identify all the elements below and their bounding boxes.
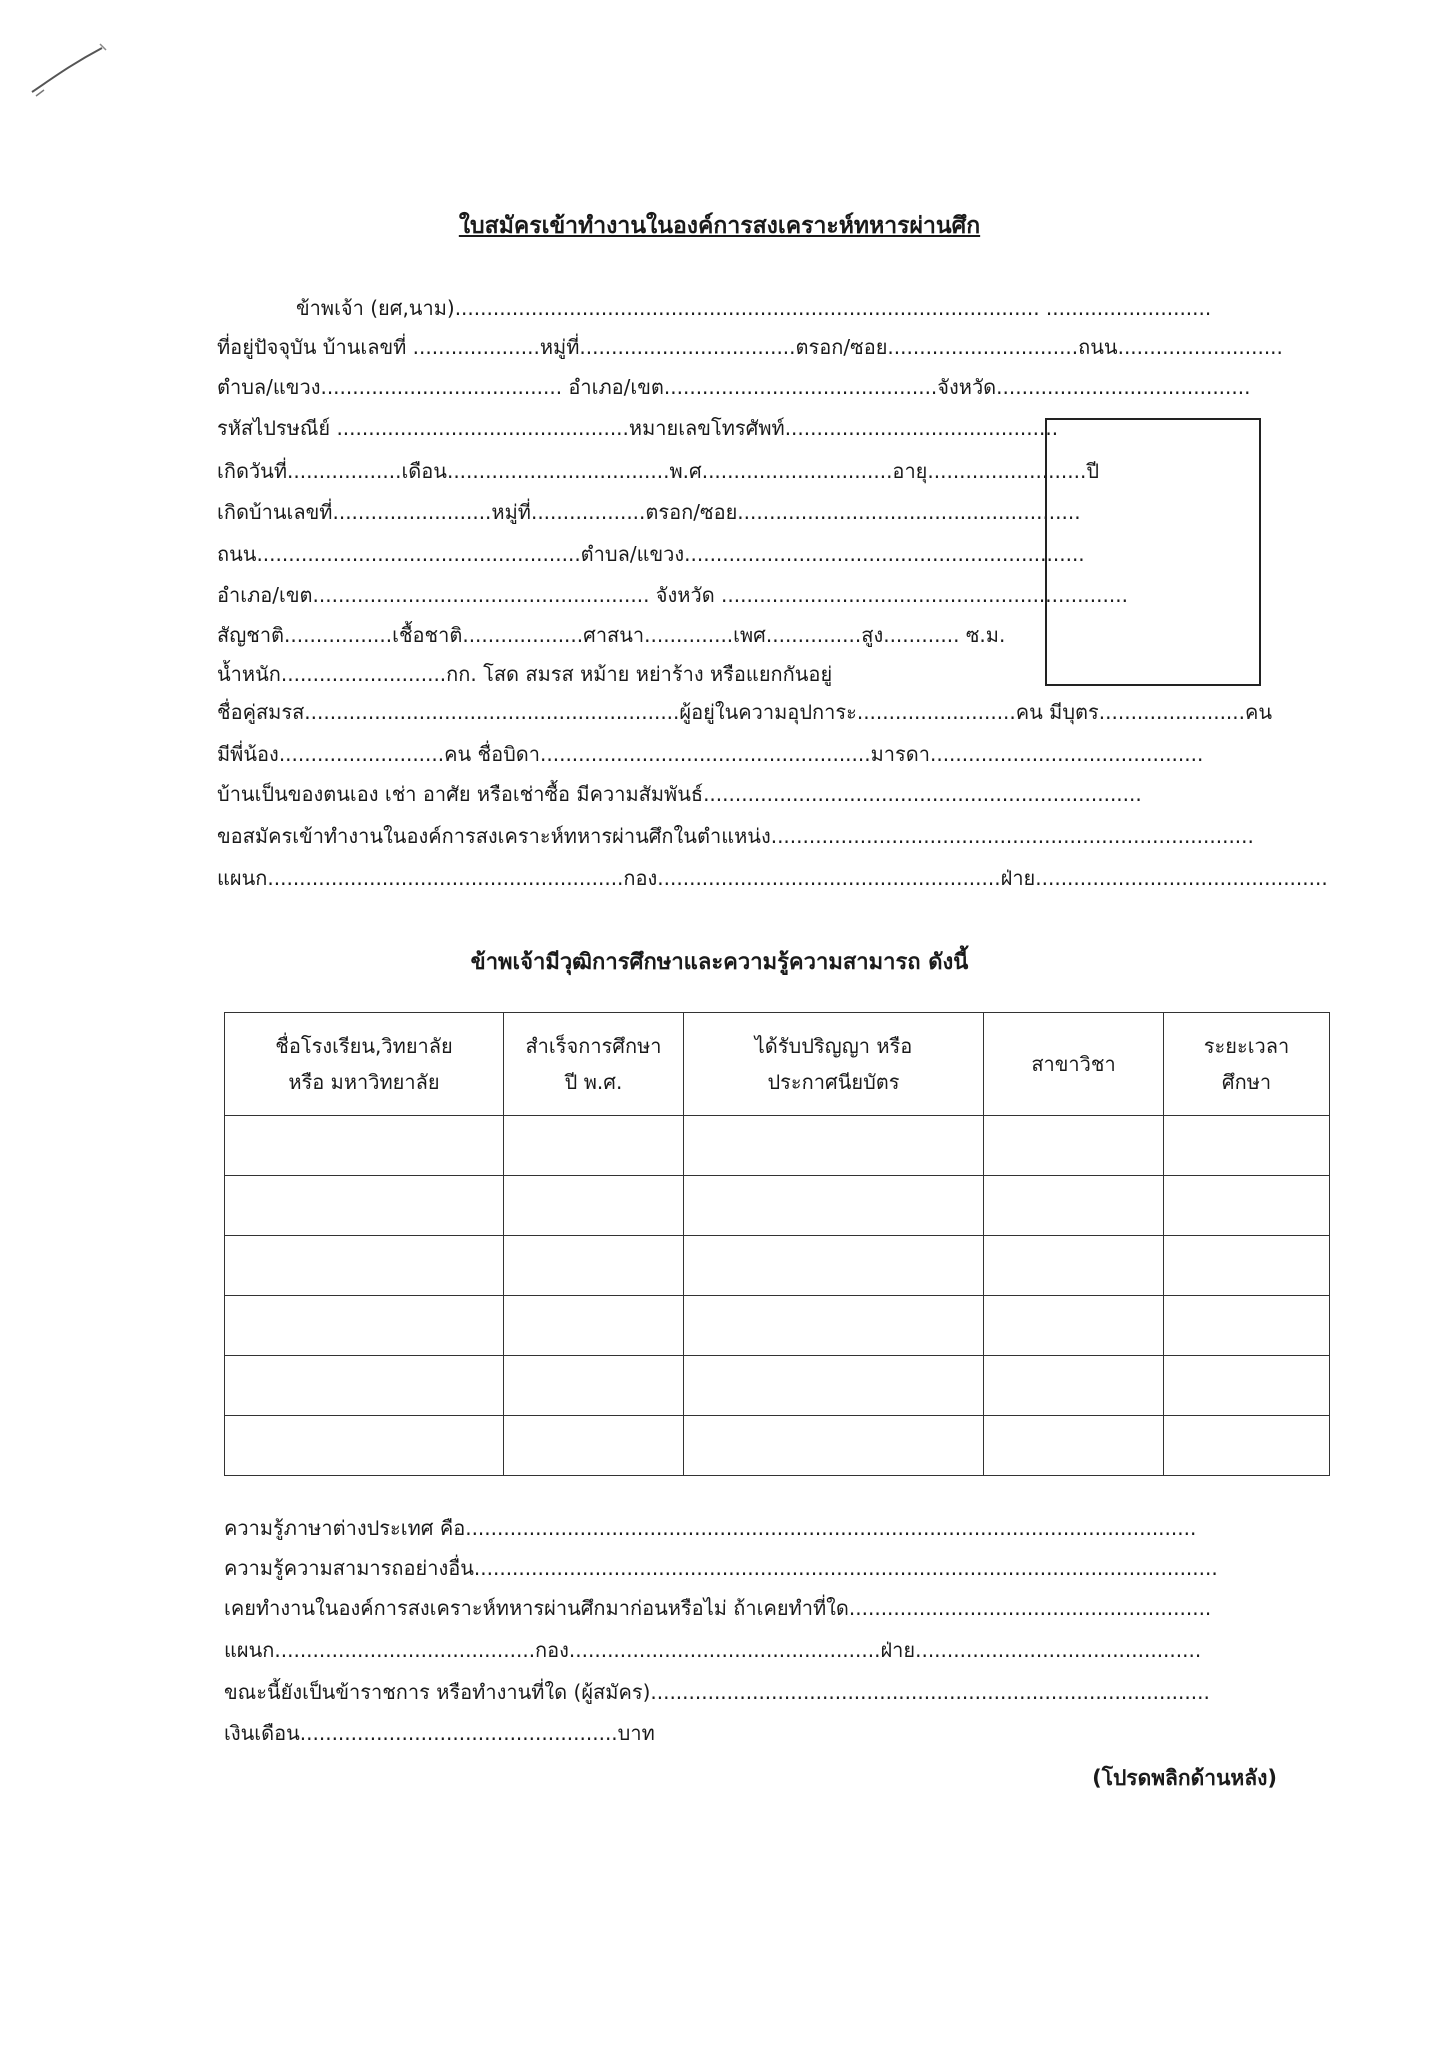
table-cell[interactable] <box>225 1236 504 1296</box>
table-cell[interactable] <box>1164 1356 1330 1416</box>
table-cell[interactable] <box>984 1116 1164 1176</box>
table-cell[interactable] <box>225 1356 504 1416</box>
form-line-address: ที่อยู่ปัจจุบัน บ้านเลขที่ ....................หมู่ที่..................................ตรอก/ซอย..............................ถนน.......................... <box>217 335 1283 359</box>
form-line-salary: เงินเดือน..................................................บาท <box>224 1721 655 1745</box>
table-row <box>225 1176 1330 1236</box>
table-row <box>225 1236 1330 1296</box>
form-line-name: ข้าพเจ้า (ยศ,นาม)............................................................................................ .......................... <box>296 296 1212 320</box>
form-line-current-employment: ขณะนี้ยังเป็นข้าราชการ หรือทำงานที่ใด (ผู้สมัคร)........................................................................................ <box>224 1680 1210 1704</box>
table-cell[interactable] <box>504 1236 684 1296</box>
turn-over-note: (โปรดพลิกด้านหลัง) <box>1092 1766 1277 1790</box>
table-cell[interactable] <box>225 1116 504 1176</box>
header-school: ชื่อโรงเรียน,วิทยาลัย หรือ มหาวิทยาลัย <box>225 1013 504 1116</box>
table-cell[interactable] <box>504 1356 684 1416</box>
table-cell[interactable] <box>504 1176 684 1236</box>
table-row <box>225 1116 1330 1176</box>
table-cell[interactable] <box>225 1296 504 1356</box>
form-line-district: ตำบล/แขวง...................................... อำเภอ/เขต...........................................จังหวัด........................................ <box>217 375 1251 399</box>
table-cell[interactable] <box>684 1356 984 1416</box>
table-cell[interactable] <box>684 1296 984 1356</box>
form-line-weight-status: น้ำหนัก..........................กก. โสด สมรส หม้าย หย่าร้าง หรือแยกกันอยู่ <box>217 662 833 686</box>
table-cell[interactable] <box>984 1296 1164 1356</box>
photo-box <box>1045 418 1261 686</box>
header-graduation-year: สำเร็จการศึกษา ปี พ.ศ. <box>504 1013 684 1116</box>
form-line-other-skills: ความรู้ความสามารถอย่างอื่น..................................................................................................................... <box>224 1556 1218 1580</box>
table-cell[interactable] <box>504 1296 684 1356</box>
table-cell[interactable] <box>225 1176 504 1236</box>
form-line-birth-house: เกิดบ้านเลขที่.........................หมู่ที่..................ตรอก/ซอย...................................................... <box>217 500 1081 524</box>
form-line-birthdate: เกิดวันที่..................เดือน...................................พ.ศ..............................อายุ.........................ปี <box>217 459 1100 483</box>
table-cell[interactable] <box>1164 1176 1330 1236</box>
table-cell[interactable] <box>1164 1416 1330 1476</box>
table-cell[interactable] <box>984 1416 1164 1476</box>
table-cell[interactable] <box>225 1416 504 1476</box>
table-header-row <box>225 1013 1330 1116</box>
form-line-position: ขอสมัครเข้าทำงานในองค์การสงเคราะห์ทหารผ่านศึกในตำแหน่ง............................................................................ <box>217 824 1254 848</box>
header-degree: ได้รับปริญญา หรือ ประกาศนียบัตร <box>684 1013 984 1116</box>
table-row <box>225 1416 1330 1476</box>
table-cell[interactable] <box>1164 1116 1330 1176</box>
table-row <box>225 1296 1330 1356</box>
form-line-previous-work: เคยทำงานในองค์การสงเคราะห์ทหารผ่านศึกมาก่อนหรือไม่ ถ้าเคยทำที่ใด......................................................... <box>224 1596 1212 1620</box>
form-line-postcode: รหัสไปรษณีย์ ..............................................หมายเลขโทรศัพท์........................................... <box>217 416 1059 440</box>
table-cell[interactable] <box>984 1356 1164 1416</box>
table-cell[interactable] <box>984 1236 1164 1296</box>
table-cell[interactable] <box>984 1176 1164 1236</box>
form-line-foreign-language: ความรู้ภาษาต่างประเทศ คือ................................................................................................................... <box>224 1516 1197 1540</box>
table-cell[interactable] <box>504 1116 684 1176</box>
form-line-spouse: ชื่อคู่สมรส...........................................................ผู้อยู่ในความอุปการะ.........................คน มีบุตร.......................คน <box>217 700 1273 724</box>
form-line-nationality: สัญชาติ.................เชื้อชาติ...................ศาสนา..............เพศ...............สูง............ ซ.ม. <box>217 623 1006 647</box>
form-line-siblings: มีพี่น้อง..........................คน ชื่อบิดา....................................................มารดา........................................... <box>217 742 1204 766</box>
table-cell[interactable] <box>1164 1296 1330 1356</box>
table-row <box>225 1356 1330 1416</box>
form-line-previous-department: แผนก.........................................กอง.................................................ฝ่าย............................................. <box>224 1638 1202 1662</box>
form-line-department: แผนก........................................................กอง......................................................ฝ่าย.............................................. <box>217 866 1328 890</box>
form-line-birth-province: อำเภอ/เขต..................................................... จังหวัด ................................................................ <box>217 583 1128 607</box>
table-cell[interactable] <box>684 1236 984 1296</box>
header-major: สาขาวิชา <box>984 1013 1164 1116</box>
form-line-housing: บ้านเป็นของตนเอง เช่า อาศัย หรือเช่าซื้อ มีความสัมพันธ์..................................................................... <box>217 782 1142 806</box>
table-cell[interactable] <box>684 1416 984 1476</box>
table-cell[interactable] <box>684 1116 984 1176</box>
table-cell[interactable] <box>504 1416 684 1476</box>
header-duration: ระยะเวลา ศึกษา <box>1164 1013 1330 1116</box>
form-line-birth-road: ถนน...................................................ตำบล/แขวง............................................................... <box>217 542 1085 566</box>
education-table <box>224 1012 1330 1476</box>
education-heading: ข้าพเจ้ามีวุฒิการศึกษาและความรู้ความสามารถ ดังนี้ <box>470 950 969 975</box>
form-title: ใบสมัครเข้าทำงานในองค์การสงเคราะห์ทหารผ่านศึก <box>458 213 981 239</box>
pen-scratch-mark <box>30 40 110 100</box>
table-cell[interactable] <box>1164 1236 1330 1296</box>
table-cell[interactable] <box>684 1176 984 1236</box>
